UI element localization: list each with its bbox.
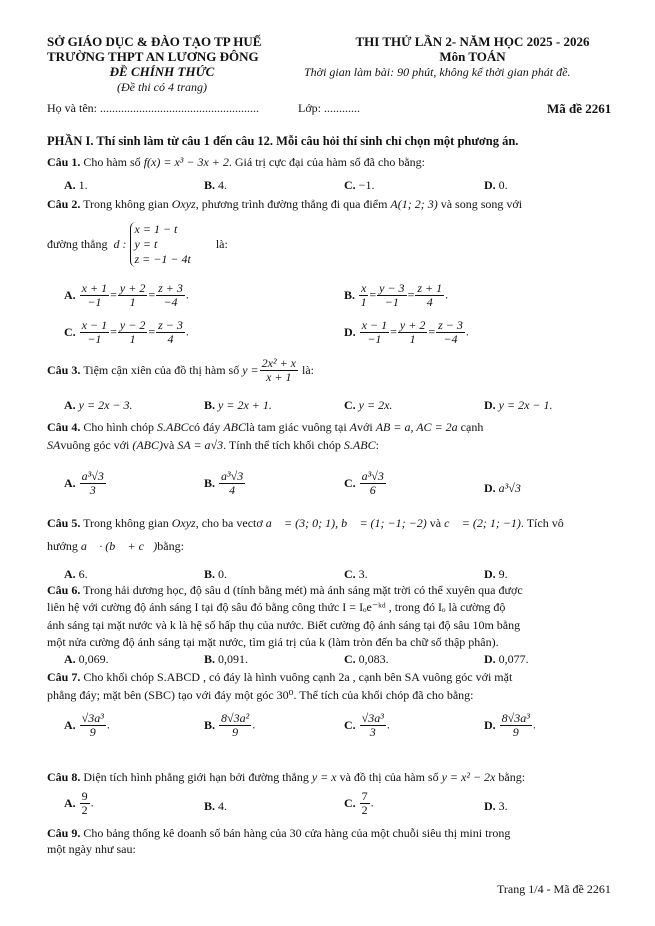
option-text: y = 2x + 1. (218, 398, 272, 412)
question-3: Câu 3. Tiệm cận xiên của đồ thị hàm số y = $\frac{\text{2x² + x}}{x + 1}$ là: (47, 356, 315, 384)
question-text: vuông góc với (60, 438, 130, 452)
q5-option-a[interactable] (64, 567, 88, 582)
question-text: có đáy (188, 420, 221, 434)
q7-option-a[interactable]: A. $\frac{\text{√3a³}}{9}$ . (64, 711, 110, 739)
math-function: f(x) = x³ − 3x + 2 (143, 155, 229, 169)
math-function: y = x (311, 770, 337, 784)
math-vector: a⃗ = (3; 0; 1), (265, 516, 339, 530)
question-text: bằng: (157, 539, 184, 553)
question-6-line4: một nửa cường độ ánh sáng tại mặt nước, tìm giá trị của k (làm tròn đến ba chữ số thập phân). (47, 635, 499, 649)
question-text: Cho bảng thống kê doanh số bán hàng của 30 cửa hàng của một chuỗi siêu thị mini trong (83, 826, 511, 840)
question-6-line2: liên hệ với cường độ ánh sáng I tại độ sâu đó bằng công thức I = Iₒe⁻ᵏᵈ , trong đó Iₒ là cường độ (47, 600, 506, 614)
exam-time: Thời gian làm bài: 90 phút, không kể thời gian phát đề. (304, 65, 571, 79)
option-letter: A. (64, 718, 76, 732)
question-number: Câu 1. (47, 155, 81, 169)
question-text: Cho khối chóp S.ABCD , có đáy là hình vuông cạnh 2a , cạnh bên SA vuông góc với mặt (83, 670, 513, 684)
question-4-line2 (47, 438, 379, 453)
option-letter: D. (484, 652, 496, 666)
option-letter: D. (484, 481, 496, 495)
math-symbol: Oxyz (171, 197, 196, 211)
option-text: 3. (498, 799, 508, 813)
option-letter: C. (344, 476, 356, 490)
option-letter: C. (344, 718, 356, 732)
math-expression: a⃗ · (b⃗ + c⃗) (80, 539, 158, 553)
q8-option-b[interactable] (204, 799, 227, 814)
question-5-line2 (47, 539, 184, 554)
option-letter: B. (204, 652, 216, 666)
q3-option-a[interactable] (64, 398, 133, 413)
q6-option-b[interactable] (204, 652, 248, 667)
question-number: Câu 9. (47, 826, 81, 840)
question-text: Tiệm cận xiên của đồ thị hàm số (83, 363, 240, 377)
q1-option-c[interactable] (344, 178, 374, 193)
question-1 (47, 155, 425, 170)
question-text: là: (215, 237, 228, 251)
option-letter: A. (64, 288, 76, 302)
question-text: , phương trình đường thẳng đi qua điểm (195, 197, 388, 211)
q4-option-d[interactable]: D. a³√3 (484, 481, 521, 495)
option-text: 0,069. (78, 652, 109, 666)
q8-option-c[interactable]: C. $\frac{7}{2}$ . (344, 789, 374, 817)
math-symbol: S.ABC (343, 438, 376, 452)
q7-option-d[interactable]: D. $\frac{\text{8√3a³}}{9}$ . (484, 711, 536, 739)
q2-option-d[interactable]: D. $\frac{x - 1}{-1}$ = $\frac{y + 2}{1}$ = $\frac{z - 3}{-4}$ . (344, 318, 469, 346)
math-vector: c⃗ = (2; 1; −1) (444, 516, 521, 530)
option-text: 4. (218, 178, 228, 192)
math-vector: b⃗ = (1; −1; −2) (341, 516, 427, 530)
q8-option-a[interactable]: A. $\frac{9}{2}$ . (64, 789, 94, 817)
math-symbol: S.ABC (157, 420, 189, 434)
question-text: : (375, 438, 379, 452)
exam-code: Mã đề 2261 (547, 101, 612, 116)
option-letter: A. (64, 796, 76, 810)
option-letter: A. (64, 476, 76, 490)
question-number: Câu 2. (47, 197, 81, 211)
question-text: với (357, 420, 373, 434)
option-letter: D. (484, 799, 496, 813)
option-letter: C. (344, 567, 356, 581)
option-text: −1. (358, 178, 375, 192)
option-letter: C. (344, 178, 356, 192)
option-letter: A. (64, 178, 76, 192)
q6-option-d[interactable] (484, 652, 529, 667)
option-letter: A. (64, 398, 76, 412)
department-name: SỞ GIÁO DỤC & ĐÀO TẠO TP HUẾ (47, 34, 262, 49)
q2-option-c[interactable]: C. $\frac{x - 1}{-1}$ = $\frac{y - 2}{1}$ = $\frac{z - 3}{4}$ . (64, 318, 189, 346)
question-text: và đồ thị của hàm số (339, 770, 439, 784)
school-name: TRƯỜNG THPT AN LƯƠNG ĐÔNG (47, 49, 259, 64)
option-letter: C. (344, 796, 356, 810)
math-symbol: A (349, 420, 357, 434)
question-text: và song song với (440, 197, 523, 211)
q2-option-a[interactable]: A. $\frac{x + 1}{-1}$ = $\frac{y + 2}{1}$ = $\frac{z + 3}{-4}$ . (64, 281, 189, 309)
question-text: . Tính thể tích khối chóp (223, 438, 341, 452)
question-number: Câu 7. (47, 670, 81, 684)
question-7-line2: phẳng đáy; mặt bên (SBC) tạo với đáy một góc 30⁰. Thể tích của khối chóp đã cho bằng: (47, 688, 474, 702)
option-text: 0. (218, 567, 228, 581)
name-field: Họ và tên: ..................................................... (47, 101, 259, 115)
option-text: y = 2x − 3. (78, 398, 133, 412)
question-text: bằng: (498, 770, 526, 784)
option-text: 1. (78, 178, 88, 192)
option-text: y = 2x − 1. (498, 398, 553, 412)
question-text: Trong hải dương học, độ sâu d (tính bằng mét) mà ánh sáng mặt trời có thể xuyên qua được (83, 583, 523, 597)
question-5 (47, 516, 564, 531)
option-letter: B. (204, 567, 216, 581)
question-text: hướng (47, 539, 78, 553)
question-8 (47, 770, 525, 785)
option-letter: B. (344, 288, 356, 302)
question-text: là: (302, 363, 315, 377)
option-letter: C. (64, 325, 76, 339)
question-7 (47, 670, 512, 685)
official-label: ĐỀ CHÍNH THỨC (109, 64, 215, 79)
question-text: Trong không gian (83, 197, 169, 211)
q6-option-a[interactable] (64, 652, 109, 667)
question-number: Câu 5. (47, 516, 81, 530)
question-text: , cho ba vectơ (195, 516, 263, 530)
question-6 (47, 583, 523, 598)
q3-option-d[interactable] (484, 398, 553, 413)
option-text: 0,077. (498, 652, 529, 666)
option-text: 4. (218, 799, 228, 813)
q1-option-b[interactable] (204, 178, 227, 193)
equation-row: y = t (134, 237, 158, 251)
option-letter: A. (64, 652, 76, 666)
class-field: Lớp: ............ (298, 101, 361, 115)
option-text: y = 2x. (358, 398, 393, 412)
option-text: 0. (498, 178, 508, 192)
q5-option-d[interactable] (484, 567, 508, 582)
math-symbol: ABC (223, 420, 247, 434)
equation-system (130, 222, 191, 267)
option-letter: B. (204, 178, 216, 192)
q7-option-c[interactable]: C. $\frac{\text{√3a³}}{3}$ . (344, 711, 390, 739)
q2-option-b[interactable]: B. $\frac{x}{1}$ = $\frac{y - 3}{-1}$ = $\frac{z + 1}{4}$ . (344, 281, 449, 309)
question-2 (47, 197, 522, 212)
question-4 (47, 420, 483, 435)
option-letter: C. (344, 652, 356, 666)
math-symbol: Oxyz (171, 516, 196, 530)
question-text: Cho hàm số (83, 155, 141, 169)
question-text: . Giá trị cực đại của hàm số đã cho bằng: (228, 155, 425, 169)
option-letter: B. (204, 799, 216, 813)
math-symbol: SA (47, 438, 61, 452)
question-text: và (163, 438, 175, 452)
pages-note: (Đề thi có 4 trang) (117, 80, 207, 94)
question-9-line2: một ngày như sau: (47, 842, 136, 856)
question-text: cạnh (460, 420, 484, 434)
question-text: và (429, 516, 442, 530)
question-text: . Tích vô (520, 516, 564, 530)
q4-option-b[interactable]: B. $\frac{\text{a³√3}}{4}$ (204, 469, 244, 497)
question-6-line3: ánh sáng tại mặt nước và k là hệ số hấp thụ của nước. Biết cường độ ánh sáng tại độ sâu 10m bằng (47, 618, 521, 632)
exam-title: THI THỬ LẦN 2- NĂM HỌC 2025 - 2026 (355, 34, 590, 49)
question-text: đường thẳng (47, 237, 108, 251)
q3-option-c[interactable] (344, 398, 392, 413)
option-letter: D. (484, 398, 496, 412)
option-letter: B. (204, 476, 216, 490)
part-heading: PHẦN I. Thí sinh làm từ câu 1 đến câu 12. Mỗi câu hỏi thí sinh chỉ chọn một phương án. (47, 134, 519, 148)
question-number: Câu 6. (47, 583, 81, 597)
question-number: Câu 4. (47, 420, 81, 434)
math-function: y = x² − 2x (441, 770, 496, 784)
equation-row: z = −1 − 4t (134, 252, 191, 266)
option-letter: A. (64, 567, 76, 581)
option-text: 0,091. (218, 652, 249, 666)
q4-option-c[interactable]: C. $\frac{\text{a³√3}}{6}$ (344, 469, 384, 497)
math-point: A(1; 2; 3) (390, 197, 438, 211)
subject: Môn TOÁN (439, 49, 506, 64)
question-text: Cho hình chóp (83, 420, 155, 434)
q5-option-c[interactable] (344, 567, 368, 582)
q1-option-d[interactable] (484, 178, 508, 193)
q1-option-a[interactable] (64, 178, 88, 193)
question-text: là tam giác vuông tại (246, 420, 347, 434)
option-text: 6. (78, 567, 88, 581)
option-text: 9. (498, 567, 508, 581)
q4-option-a[interactable]: A. $\frac{\text{a³√3}}{3}$ (64, 469, 104, 497)
option-text: 3. (358, 567, 368, 581)
math-symbol: (ABC) (132, 438, 164, 452)
q7-option-b[interactable]: B. $\frac{\text{8√3a²}}{9}$ . (204, 711, 256, 739)
math-symbol: AB = a, AC = 2a (375, 420, 458, 434)
option-text: 0,083. (358, 652, 389, 666)
option-letter: D. (484, 567, 496, 581)
option-letter: B. (204, 398, 216, 412)
page-footer: Trang 1/4 - Mã đề 2261 (497, 882, 611, 896)
question-number: Câu 8. (47, 770, 81, 784)
equation-row: x = 1 − t (134, 222, 178, 236)
question-text: Trong không gian (83, 516, 169, 530)
q8-option-d[interactable] (484, 799, 508, 814)
option-letter: D. (344, 325, 356, 339)
q3-option-b[interactable] (204, 398, 272, 413)
option-letter: C. (344, 398, 356, 412)
question-number: Câu 3. (47, 363, 81, 377)
math-symbol: SA = a√3 (177, 438, 224, 452)
math-symbol: d : (113, 237, 127, 251)
question-text: Diện tích hình phẳng giới hạn bởi đường thẳng (83, 770, 309, 784)
option-letter: D. (484, 178, 496, 192)
q5-option-b[interactable] (204, 567, 227, 582)
question-9 (47, 826, 510, 841)
q6-option-c[interactable] (344, 652, 389, 667)
option-letter: D. (484, 718, 496, 732)
option-letter: B. (204, 718, 216, 732)
line-equation (47, 222, 228, 267)
